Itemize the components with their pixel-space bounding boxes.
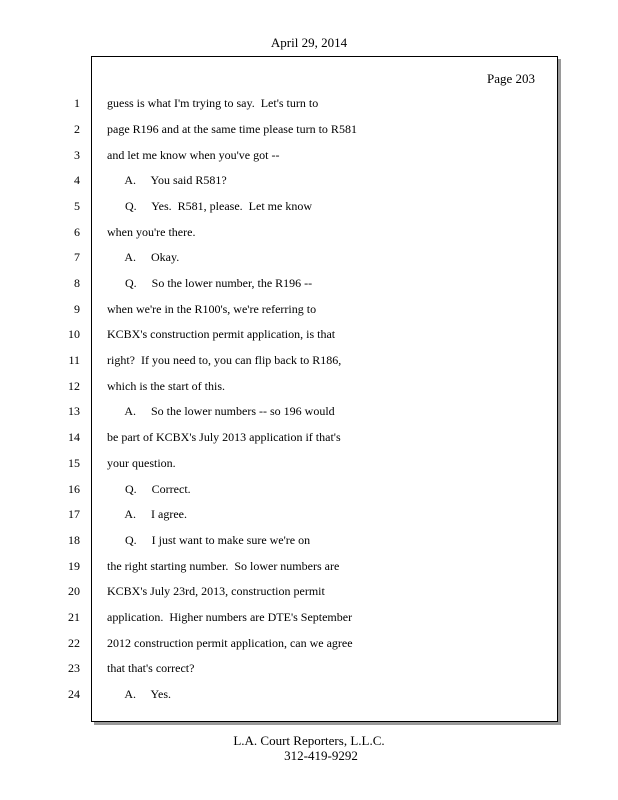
line-text: be part of KCBX's July 2013 application if that's [107,430,341,444]
line-number: 6 [74,225,80,239]
line-number: 17 [68,507,80,521]
line-number: 2 [74,122,80,136]
line-text: and let me know when you've got -- [107,148,280,162]
line-number: 23 [68,661,80,675]
line-number: 15 [68,456,80,470]
line-text: A. So the lower numbers -- so 196 would [107,404,335,418]
line-number: 14 [68,430,80,444]
footer-company: L.A. Court Reporters, L.L.C. [233,733,385,748]
line-text: A. You said R581? [107,173,227,187]
line-text: when we're in the R100's, we're referring to [107,302,317,316]
line-number: 3 [74,148,80,162]
line-text: KCBX's construction permit application, is that [107,327,336,341]
line-text: when you're there. [107,225,196,239]
line-text: A. I agree. [107,507,187,521]
line-number: 20 [68,584,80,598]
line-number: 13 [68,404,80,418]
header-date: April 29, 2014 [270,35,348,50]
line-text: Q. Correct. [107,482,191,496]
line-text: right? If you need to, you can flip back to R186, [107,353,342,367]
line-number: 9 [74,302,80,316]
footer-phone: 312-419-9292 [284,748,358,763]
line-text: KCBX's July 23rd, 2013, construction permit [107,584,325,598]
page-number: Page 203 [486,71,535,86]
line-number: 5 [74,199,80,213]
line-text: application. Higher numbers are DTE's September [107,610,353,624]
line-text: 2012 construction permit application, can we agree [107,636,353,650]
line-text: Q. So the lower number, the R196 -- [107,276,313,290]
line-number: 1 [74,96,80,110]
line-number: 21 [68,610,80,624]
line-number: 4 [74,173,80,187]
line-text: page R196 and at the same time please turn to R581 [107,122,357,136]
line-text: A. Okay. [107,250,180,264]
line-text: A. Yes. [107,687,172,701]
line-text: that that's correct? [107,661,195,675]
line-number: 16 [68,482,80,496]
line-number: 24 [68,687,80,701]
line-text: the right starting number. So lower numbers are [107,559,340,573]
line-text: Q. Yes. R581, please. Let me know [107,199,312,213]
line-number: 10 [68,327,80,341]
line-number: 22 [68,636,80,650]
line-text: guess is what I'm trying to say. Let's turn to [107,96,319,110]
line-text: which is the start of this. [107,379,225,393]
line-number: 18 [68,533,80,547]
line-text: your question. [107,456,176,470]
line-number: 7 [74,250,80,264]
line-number: 8 [74,276,80,290]
line-number: 11 [68,353,80,367]
line-number: 19 [68,559,80,573]
line-text: Q. I just want to make sure we're on [107,533,311,547]
line-number: 12 [68,379,80,393]
